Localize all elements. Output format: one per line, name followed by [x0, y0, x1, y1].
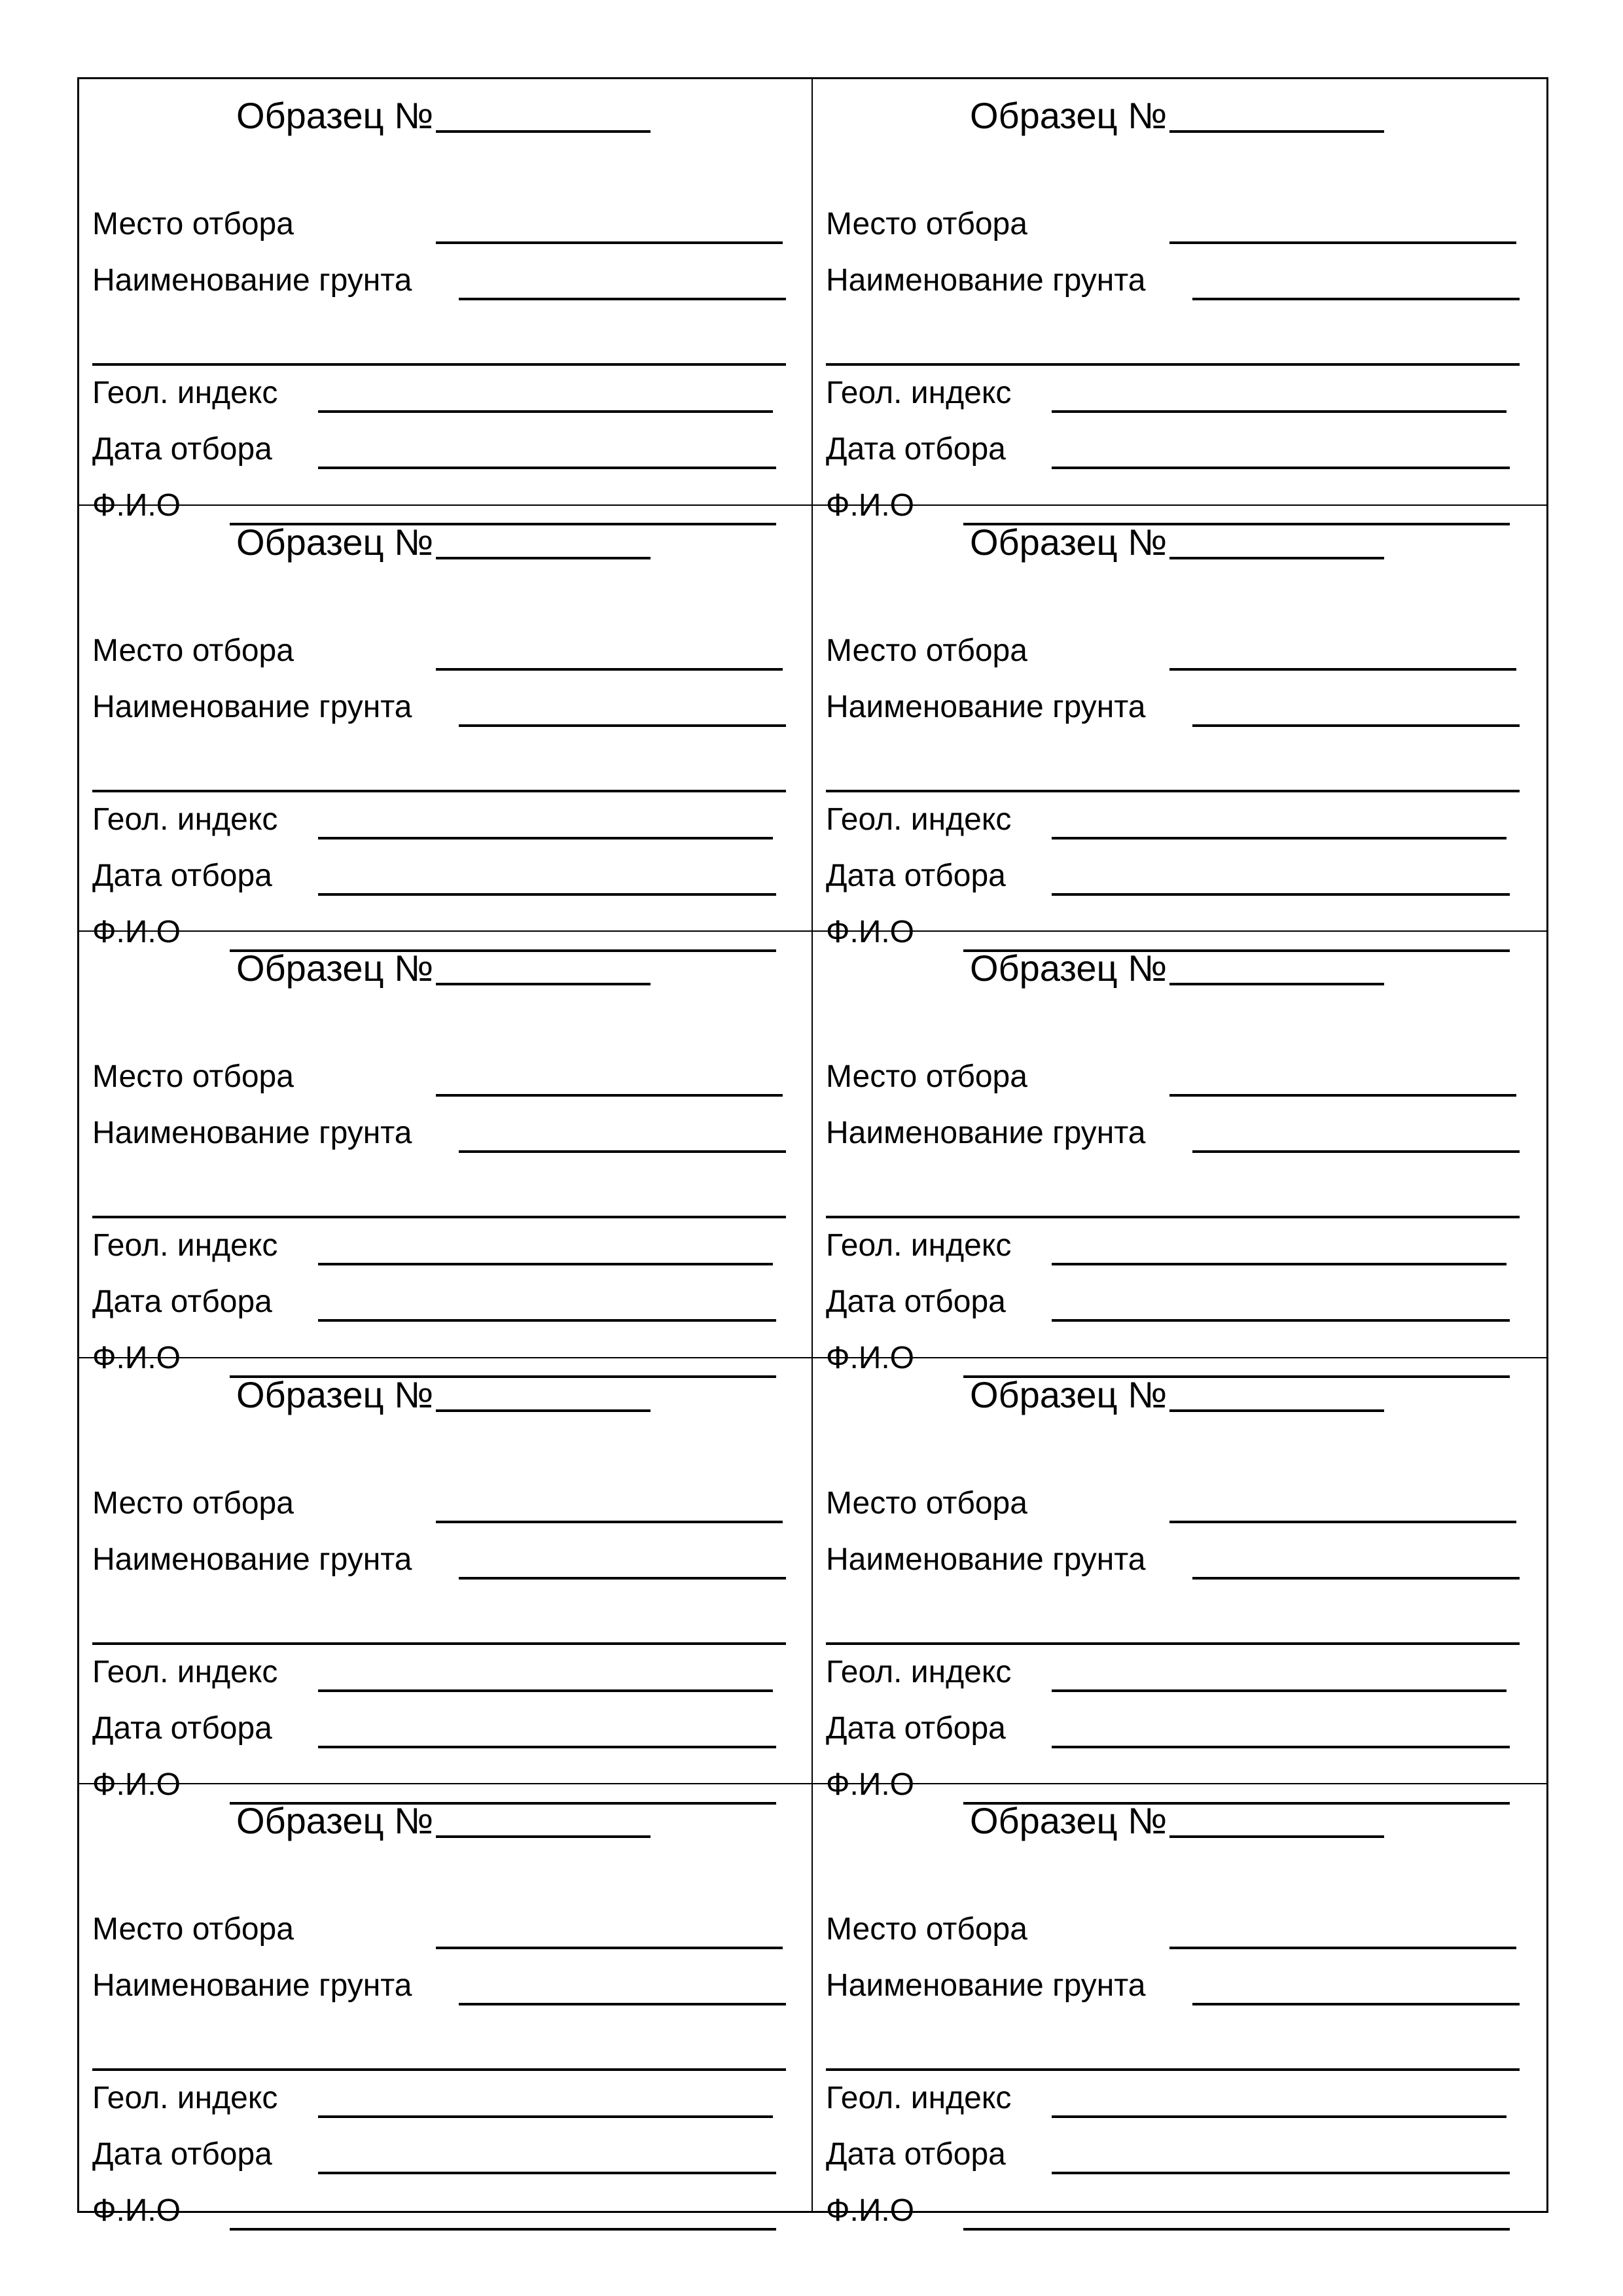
soil-name-continuation-line[interactable] — [826, 1642, 1520, 1645]
sampling-place-line[interactable] — [436, 668, 783, 671]
soil-name-line[interactable] — [459, 1150, 786, 1153]
soil-name-line[interactable] — [1192, 298, 1520, 300]
sampling-date-field[interactable] — [92, 2135, 786, 2174]
sample-number-field[interactable] — [1169, 130, 1384, 133]
full-name-label: Ф.И.О — [92, 1341, 181, 1376]
geo-index-label: Геол. индекс — [826, 376, 1012, 410]
card-title: Образец № — [970, 1800, 1168, 1842]
sampling-date-line[interactable] — [318, 2172, 776, 2174]
sampling-date-line[interactable] — [1052, 1746, 1510, 1748]
soil-name-field[interactable] — [826, 261, 1520, 300]
soil-name-continuation-line[interactable] — [92, 1216, 786, 1218]
card-title: Образец № — [236, 1800, 434, 1842]
soil-name-continuation-field[interactable] — [92, 327, 786, 366]
soil-name-continuation-line[interactable] — [92, 1642, 786, 1645]
card-title: Образец № — [236, 521, 434, 563]
sampling-date-field[interactable] — [92, 857, 786, 896]
soil-name-label: Наименование грунта — [92, 1542, 412, 1577]
full-name-label: Ф.И.О — [826, 914, 914, 949]
geo-index-field[interactable] — [92, 1226, 786, 1265]
sampling-place-field[interactable] — [826, 631, 1520, 671]
geo-index-label: Геол. индекс — [92, 802, 278, 837]
card-title: Образец № — [236, 1373, 434, 1415]
soil-name-continuation-line[interactable] — [92, 790, 786, 792]
sampling-place-line[interactable] — [436, 241, 783, 244]
card-title-row — [236, 1361, 651, 1413]
sample-card — [79, 1358, 813, 1802]
soil-name-label: Наименование грунта — [826, 1968, 1146, 2004]
sampling-place-line[interactable] — [436, 1521, 783, 1523]
sampling-date-line[interactable] — [1052, 467, 1510, 469]
geo-index-field[interactable] — [826, 1653, 1520, 1692]
card-title: Образец № — [970, 1373, 1168, 1415]
full-name-label: Ф.И.О — [826, 2193, 914, 2229]
card-title: Образец № — [236, 95, 434, 136]
soil-name-continuation-line[interactable] — [826, 1216, 1520, 1218]
sampling-place-line[interactable] — [1169, 668, 1516, 671]
sampling-date-field[interactable] — [826, 857, 1520, 896]
sample-number-field[interactable] — [1169, 1409, 1384, 1412]
soil-name-label: Наименование грунта — [92, 263, 412, 298]
soil-name-continuation-line[interactable] — [92, 363, 786, 366]
sampling-date-line[interactable] — [318, 1746, 776, 1748]
sampling-date-line[interactable] — [1052, 893, 1510, 896]
card-title-row — [970, 82, 1384, 134]
sampling-place-field[interactable] — [826, 205, 1520, 244]
sampling-place-line[interactable] — [436, 1947, 783, 1949]
card-title: Образец № — [236, 947, 434, 989]
sample-number-field[interactable] — [436, 130, 651, 133]
geo-index-field[interactable] — [92, 800, 786, 839]
full-name-field[interactable] — [826, 2191, 1520, 2231]
sample-number-field[interactable] — [436, 1409, 651, 1412]
soil-name-field[interactable] — [826, 1114, 1520, 1153]
sampling-date-label: Дата отбора — [826, 1710, 1006, 1746]
card-title-row — [970, 1787, 1384, 1842]
sampling-place-line[interactable] — [1169, 1947, 1516, 1949]
geo-index-line[interactable] — [1052, 1263, 1507, 1265]
soil-name-label: Наименование грунта — [826, 689, 1146, 724]
sample-card — [79, 932, 813, 1376]
soil-name-line[interactable] — [459, 2003, 786, 2005]
sampling-date-line[interactable] — [1052, 1319, 1510, 1322]
geo-index-line[interactable] — [1052, 1689, 1507, 1692]
sampling-date-label: Дата отбора — [826, 2137, 1006, 2172]
geo-index-label: Геол. индекс — [92, 2081, 278, 2116]
geo-index-field[interactable] — [92, 2079, 786, 2118]
sampling-place-label: Место отбора — [826, 1059, 1027, 1095]
soil-name-field[interactable] — [92, 1540, 786, 1580]
soil-name-continuation-line[interactable] — [826, 363, 1520, 366]
sampling-date-field[interactable] — [826, 2135, 1520, 2174]
sample-card — [813, 932, 1546, 1376]
geo-index-label: Геол. индекс — [92, 1228, 278, 1263]
geo-index-line[interactable] — [1052, 837, 1507, 839]
full-name-label: Ф.И.О — [826, 488, 914, 523]
soil-name-line[interactable] — [459, 724, 786, 727]
sampling-date-label: Дата отбора — [826, 432, 1006, 467]
soil-name-continuation-line[interactable] — [826, 2068, 1520, 2071]
card-title: Образец № — [970, 95, 1168, 136]
sample-card — [813, 1784, 1546, 2229]
sample-number-field[interactable] — [436, 557, 651, 559]
sample-number-field[interactable] — [1169, 557, 1384, 559]
geo-index-label: Геол. индекс — [826, 1228, 1012, 1263]
soil-name-field[interactable] — [92, 688, 786, 727]
card-title-row — [236, 934, 651, 987]
sampling-date-field[interactable] — [826, 1709, 1520, 1748]
card-title-row — [236, 508, 651, 561]
sampling-date-label: Дата отбора — [92, 2137, 272, 2172]
soil-name-continuation-field[interactable] — [92, 753, 786, 792]
sampling-date-line[interactable] — [318, 1319, 776, 1322]
sampling-place-field[interactable] — [826, 1057, 1520, 1097]
card-title-row — [970, 934, 1384, 987]
geo-index-line[interactable] — [318, 1689, 773, 1692]
geo-index-line[interactable] — [318, 1263, 773, 1265]
geo-index-line[interactable] — [1052, 2115, 1507, 2118]
geo-index-label: Геол. индекс — [826, 1654, 1012, 1689]
sampling-place-label: Место отбора — [92, 1912, 294, 1947]
soil-name-continuation-line[interactable] — [92, 2068, 786, 2071]
sampling-date-line[interactable] — [318, 467, 776, 469]
soil-name-field[interactable] — [92, 261, 786, 300]
sample-number-field[interactable] — [436, 983, 651, 985]
soil-name-label: Наименование грунта — [92, 689, 412, 724]
soil-name-continuation-field[interactable] — [826, 2032, 1520, 2071]
soil-name-line[interactable] — [1192, 724, 1520, 727]
sampling-date-label: Дата отбора — [92, 1710, 272, 1746]
sampling-place-field[interactable] — [826, 1910, 1520, 1949]
geo-index-field[interactable] — [826, 374, 1520, 413]
sampling-date-label: Дата отбора — [92, 1284, 272, 1320]
sampling-place-field[interactable] — [92, 205, 786, 244]
card-title-row — [236, 82, 651, 134]
soil-name-continuation-field[interactable] — [92, 2032, 786, 2071]
full-name-label: Ф.И.О — [92, 488, 181, 523]
full-name-field[interactable] — [92, 2191, 786, 2231]
sample-card — [813, 79, 1546, 523]
full-name-label: Ф.И.О — [92, 914, 181, 949]
sampling-place-line[interactable] — [1169, 241, 1516, 244]
sampling-date-field[interactable] — [92, 1282, 786, 1322]
sampling-place-label: Место отбора — [826, 1485, 1027, 1521]
geo-index-label: Геол. индекс — [826, 802, 1012, 837]
sampling-date-label: Дата отбора — [826, 1284, 1006, 1320]
geo-index-label: Геол. индекс — [92, 1654, 278, 1689]
soil-name-continuation-field[interactable] — [92, 1606, 786, 1645]
card-title: Образец № — [970, 947, 1168, 989]
sampling-place-field[interactable] — [92, 1057, 786, 1097]
soil-name-continuation-field[interactable] — [92, 1179, 786, 1218]
sampling-date-field[interactable] — [92, 1709, 786, 1748]
sampling-date-field[interactable] — [826, 430, 1520, 469]
sampling-place-label: Место отбора — [92, 1059, 294, 1095]
soil-name-continuation-field[interactable] — [826, 327, 1520, 366]
soil-name-field[interactable] — [92, 1114, 786, 1153]
geo-index-field[interactable] — [92, 374, 786, 413]
full-name-line[interactable] — [230, 2228, 776, 2231]
geo-index-line[interactable] — [318, 2115, 773, 2118]
soil-name-field[interactable] — [826, 688, 1520, 727]
soil-name-label: Наименование грунта — [826, 1542, 1146, 1577]
sampling-place-label: Место отбора — [826, 207, 1027, 241]
full-name-label: Ф.И.О — [92, 2193, 181, 2229]
sampling-place-label: Место отбора — [826, 633, 1027, 668]
soil-name-line[interactable] — [1192, 1577, 1520, 1580]
sampling-place-label: Место отбора — [826, 1912, 1027, 1947]
sample-number-field[interactable] — [1169, 1835, 1384, 1838]
geo-index-field[interactable] — [826, 1226, 1520, 1265]
soil-name-field[interactable] — [92, 1966, 786, 2005]
geo-index-line[interactable] — [318, 837, 773, 839]
soil-name-label: Наименование грунта — [826, 1116, 1146, 1151]
geo-index-field[interactable] — [826, 800, 1520, 839]
sampling-place-field[interactable] — [92, 1910, 786, 1949]
sample-number-field[interactable] — [1169, 983, 1384, 985]
sampling-place-field[interactable] — [92, 631, 786, 671]
soil-name-label: Наименование грунта — [826, 263, 1146, 298]
soil-name-line[interactable] — [1192, 2003, 1520, 2005]
soil-name-continuation-field[interactable] — [826, 1606, 1520, 1645]
sampling-place-label: Место отбора — [92, 207, 294, 241]
card-title-row — [236, 1787, 651, 1842]
full-name-label: Ф.И.О — [826, 1767, 914, 1802]
soil-name-line[interactable] — [1192, 1150, 1520, 1153]
sampling-place-field[interactable] — [826, 1484, 1520, 1523]
soil-name-field[interactable] — [826, 1966, 1520, 2005]
sampling-place-line[interactable] — [436, 1094, 783, 1097]
sampling-date-label: Дата отбора — [826, 858, 1006, 893]
sample-card — [79, 1784, 813, 2229]
sample-labels-sheet — [77, 77, 1548, 2229]
sample-card — [813, 1358, 1546, 1802]
geo-index-line[interactable] — [1052, 410, 1507, 413]
sampling-place-line[interactable] — [1169, 1521, 1516, 1523]
sample-card — [79, 79, 813, 523]
geo-index-line[interactable] — [318, 410, 773, 413]
full-name-line[interactable] — [963, 2228, 1510, 2231]
soil-name-line[interactable] — [459, 298, 786, 300]
soil-name-continuation-line[interactable] — [826, 790, 1520, 792]
sampling-date-label: Дата отбора — [92, 858, 272, 893]
card-title: Образец № — [970, 521, 1168, 563]
sampling-place-field[interactable] — [92, 1484, 786, 1523]
full-name-label: Ф.И.О — [92, 1767, 181, 1802]
full-name-label: Ф.И.О — [826, 1341, 914, 1376]
geo-index-label: Геол. индекс — [826, 2081, 1012, 2116]
soil-name-label: Наименование грунта — [92, 1116, 412, 1151]
sampling-date-label: Дата отбора — [92, 432, 272, 467]
soil-name-label: Наименование грунта — [92, 1968, 412, 2004]
sampling-place-label: Место отбора — [92, 1485, 294, 1521]
sampling-place-line[interactable] — [1169, 1094, 1516, 1097]
geo-index-field[interactable] — [826, 2079, 1520, 2118]
soil-name-field[interactable] — [826, 1540, 1520, 1580]
sampling-date-line[interactable] — [318, 893, 776, 896]
sampling-date-field[interactable] — [826, 1282, 1520, 1322]
sample-card — [813, 506, 1546, 949]
soil-name-continuation-field[interactable] — [826, 1179, 1520, 1218]
sampling-place-label: Место отбора — [92, 633, 294, 668]
sample-number-field[interactable] — [436, 1835, 651, 1838]
sampling-date-line[interactable] — [1052, 2172, 1510, 2174]
soil-name-continuation-field[interactable] — [826, 753, 1520, 792]
sample-card — [79, 506, 813, 949]
soil-name-line[interactable] — [459, 1577, 786, 1580]
sampling-date-field[interactable] — [92, 430, 786, 469]
card-title-row — [970, 1361, 1384, 1413]
card-title-row — [970, 508, 1384, 561]
geo-index-label: Геол. индекс — [92, 376, 278, 410]
geo-index-field[interactable] — [92, 1653, 786, 1692]
